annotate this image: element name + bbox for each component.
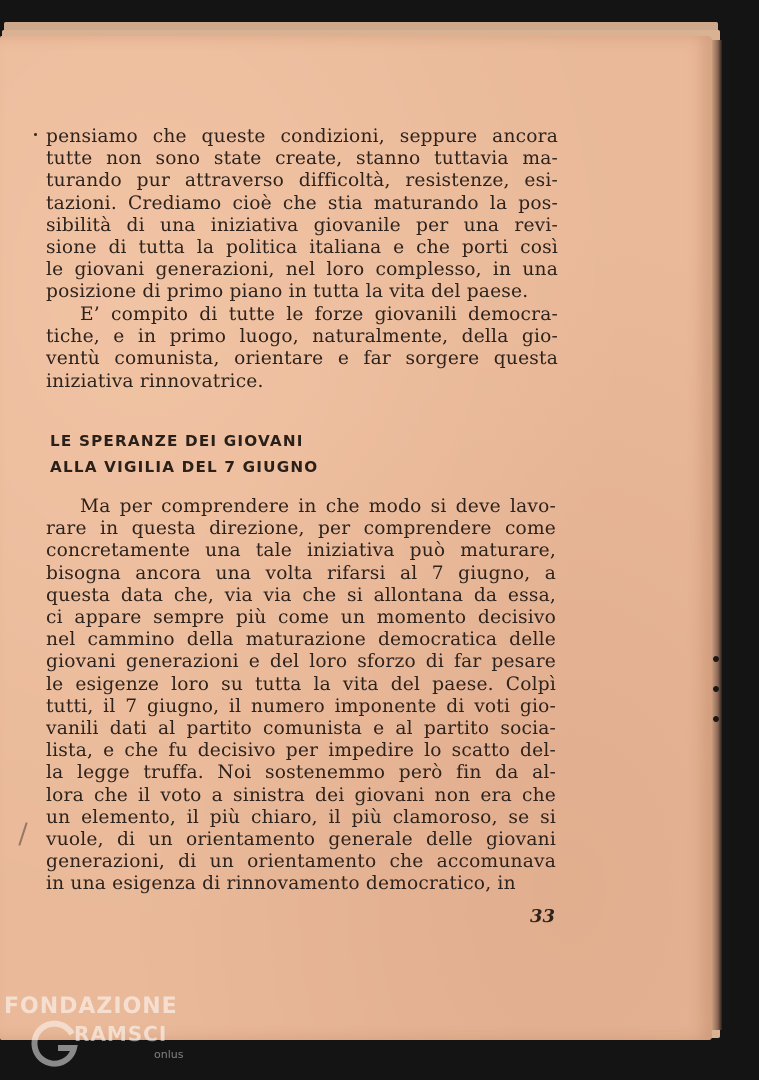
text-line: Ma per comprendere in che modo si deve lavo- xyxy=(80,496,556,517)
binding-hole xyxy=(713,656,719,662)
text-line: la legge truffa. Noi sostenemmo però fin da al- xyxy=(46,762,556,784)
book-binding-edge xyxy=(712,40,722,1030)
text-line: pensiamo che queste condizioni, seppure ancora xyxy=(46,126,558,147)
text-line: bisogna ancora una volta rifarsi al 7 giugno, a xyxy=(46,562,556,584)
text-line: un elemento, il più chiaro, il più clamoroso, se si xyxy=(46,806,556,828)
text-line: rare in questa direzione, per comprendere come xyxy=(46,518,556,540)
text-line: sione di tutta la politica italiana e che porti così xyxy=(46,237,558,259)
text-line: vanili dati al partito comunista e al partito socia- xyxy=(46,718,556,740)
text-line: in una esigenza di rinnovamento democratico, in xyxy=(46,873,516,895)
watermark-line-1: FONDAZIONE xyxy=(4,994,178,1019)
text-line: lora che il voto a sinistra dei giovani non era che xyxy=(46,784,556,806)
print-speck xyxy=(34,133,37,136)
text-line: iniziativa rinnovatrice. xyxy=(46,370,264,392)
gramsci-logo-icon xyxy=(28,1018,80,1070)
text-line: posizione di primo piano in tutta la vita del paese. xyxy=(46,281,529,303)
text-line: ventù comunista, orientare e far sorgere questa xyxy=(46,348,558,370)
heading-line-1: LE SPERANZE DEI GIOVANI xyxy=(50,432,304,450)
text-line: giovani generazioni e del loro sforzo di far pesare xyxy=(46,651,556,673)
section-heading xyxy=(50,428,318,480)
watermark-subtitle: onlus xyxy=(154,1048,184,1061)
watermark-line-2: RAMSCI xyxy=(74,1022,168,1046)
text-line: ci appare sempre più come un momento decisivo xyxy=(46,607,556,629)
paragraph-1 xyxy=(46,126,558,304)
paragraph-2 xyxy=(46,304,558,393)
text-line: generazioni, di un orientamento che accomunava xyxy=(46,851,556,873)
text-line: tutte non sono state create, stanno tuttavia ma- xyxy=(46,148,558,170)
text-line: tazioni. Crediamo cioè che stia maturando la pos- xyxy=(46,192,558,214)
text-line: E’ compito di tutte le forze giovanili democra- xyxy=(80,304,558,325)
text-line: nel cammino della maturazione democratica delle xyxy=(46,629,556,651)
text-line: le esigenze loro su tutta la vita del paese. Colpì xyxy=(46,673,556,695)
binding-hole xyxy=(713,686,719,692)
text-line: turando pur attraverso difficoltà, resistenze, esi- xyxy=(46,170,558,192)
text-line: tiche, e in primo luogo, naturalmente, della gio- xyxy=(46,326,558,348)
text-line: vuole, di un orientamento generale delle giovani xyxy=(46,829,556,851)
page-number: 33 xyxy=(530,906,556,927)
binding-hole xyxy=(713,716,719,722)
text-line: questa data che, via via che si allontana da essa, xyxy=(46,584,556,606)
paragraph-3 xyxy=(46,496,556,896)
text-line: sibilità di una iniziativa giovanile per una revi- xyxy=(46,214,558,236)
text-line: concretamente una tale iniziativa può maturare, xyxy=(46,540,556,562)
text-line: tutti, il 7 giugno, il numero imponente di voti gio- xyxy=(46,695,556,717)
text-line: lista, e che fu decisivo per impedire lo scatto del- xyxy=(46,740,556,762)
text-line: le giovani generazioni, nel loro complesso, in una xyxy=(46,259,558,281)
fondazione-gramsci-watermark xyxy=(0,994,200,1080)
heading-line-2: ALLA VIGILIA DEL 7 GIUGNO xyxy=(50,458,319,476)
